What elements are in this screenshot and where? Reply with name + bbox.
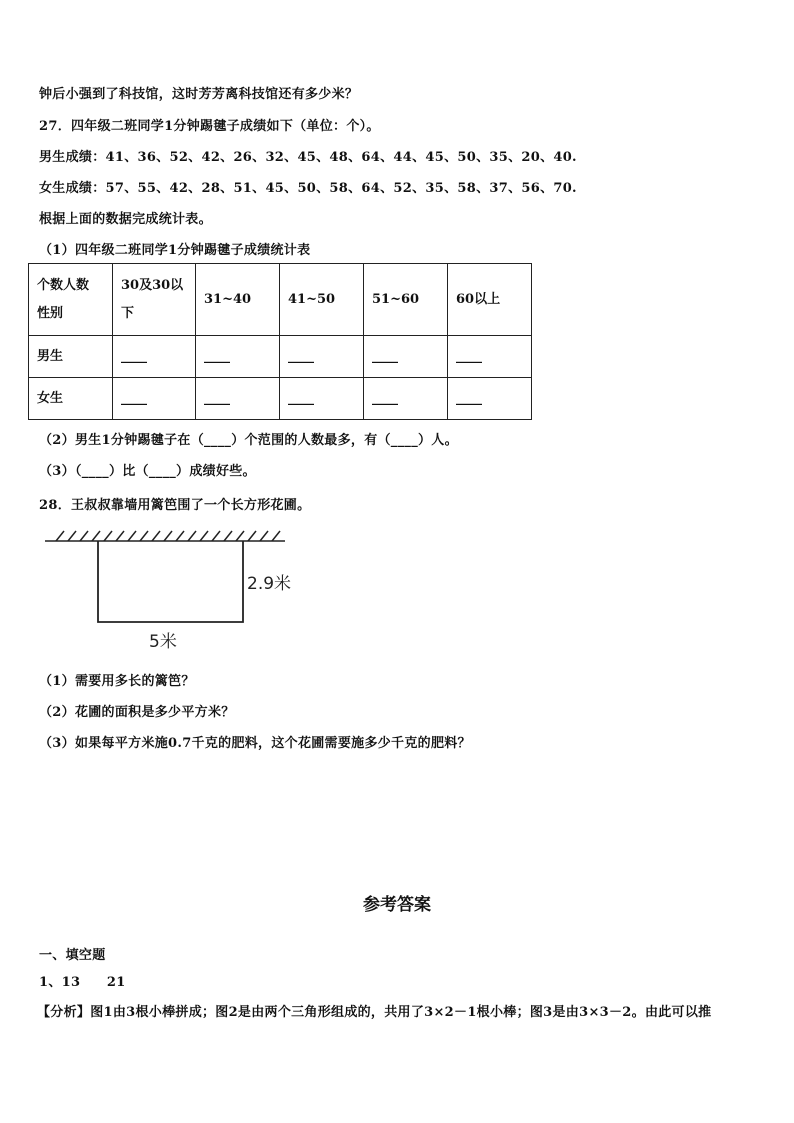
q28-sub1: （1）需要用多长的篱笆？ (39, 674, 195, 689)
q28-sub2: （2）花圃的面积是多少平方米？ (39, 705, 235, 720)
table-cell[interactable]: ____ (113, 336, 196, 378)
garden-figure (40, 525, 340, 650)
fence-rectangle (98, 541, 243, 622)
girls-scores: 女生成绩：57、55、42、28、51、45、50、58、64、52、35、58、37、56、70. (39, 181, 577, 196)
q27-sub1: （1）四年级二班同学1分钟踢毽子成绩统计表 (39, 243, 311, 258)
stats-table (28, 263, 532, 420)
analysis-text: 【分析】图1由3根小棒拼成；图2是由两个三角形组成的，共用了3×2－1根小棒；图3是由3×3－2。由此可以推 (37, 1005, 712, 1020)
q28-sub3: （3）如果每平方米施0.7千克的肥料，这个花圃需要施多少千克的肥料？ (39, 736, 471, 751)
table-cell[interactable]: ____ (196, 336, 280, 378)
question-27-title: 27．四年级二班同学1分钟踢毽子成绩如下（单位：个）。 (39, 119, 380, 134)
table-row (29, 378, 532, 420)
header-cell: 51~60 (364, 264, 448, 336)
garden-diagram (40, 525, 340, 650)
side-length-label: 2.9米 (247, 574, 292, 594)
q27-sub3: （3）（____）比（____）成绩好些。 (39, 464, 256, 479)
question-28-title: 28．王叔叔靠墙用篱笆围了一个长方形花圃。 (39, 498, 311, 513)
intro-line: 钟后小强到了科技馆，这时芳芳离科技馆还有多少米？ (39, 87, 359, 102)
table-header-row (29, 264, 532, 336)
table-cell[interactable]: ____ (364, 336, 448, 378)
answers-section: 一、填空题 (39, 948, 106, 963)
corner-bottom: 性别 (37, 305, 64, 321)
answers-title: 参考答案 (363, 895, 431, 915)
header-cell: 60以上 (448, 264, 532, 336)
boys-scores: 男生成绩：41、36、52、42、26、32、45、48、64、44、45、50、35、20、40. (39, 150, 577, 165)
instruction: 根据上面的数据完成统计表。 (39, 212, 212, 227)
table-cell[interactable]: ____ (448, 378, 532, 420)
q27-sub2: （2）男生1分钟踢毽子在（____）个范围的人数最多，有（____）人。 (39, 433, 458, 448)
header-cell: 41~50 (280, 264, 364, 336)
table-cell[interactable]: ____ (280, 336, 364, 378)
row-label: 男生 (29, 336, 113, 378)
corner-top: 个数人数 (37, 277, 90, 293)
bottom-length-label: 5米 (149, 632, 177, 652)
table-row (29, 336, 532, 378)
table-cell[interactable]: ____ (448, 336, 532, 378)
header-cell: 31~40 (196, 264, 280, 336)
header-cell: 30及30以下 (113, 264, 196, 336)
table-cell[interactable]: ____ (196, 378, 280, 420)
table-cell[interactable]: ____ (364, 378, 448, 420)
corner-cell (29, 264, 113, 336)
table-cell[interactable]: ____ (280, 378, 364, 420)
answer-item-1: 1、13 21 (39, 975, 126, 990)
table-cell[interactable]: ____ (113, 378, 196, 420)
row-label: 女生 (29, 378, 113, 420)
